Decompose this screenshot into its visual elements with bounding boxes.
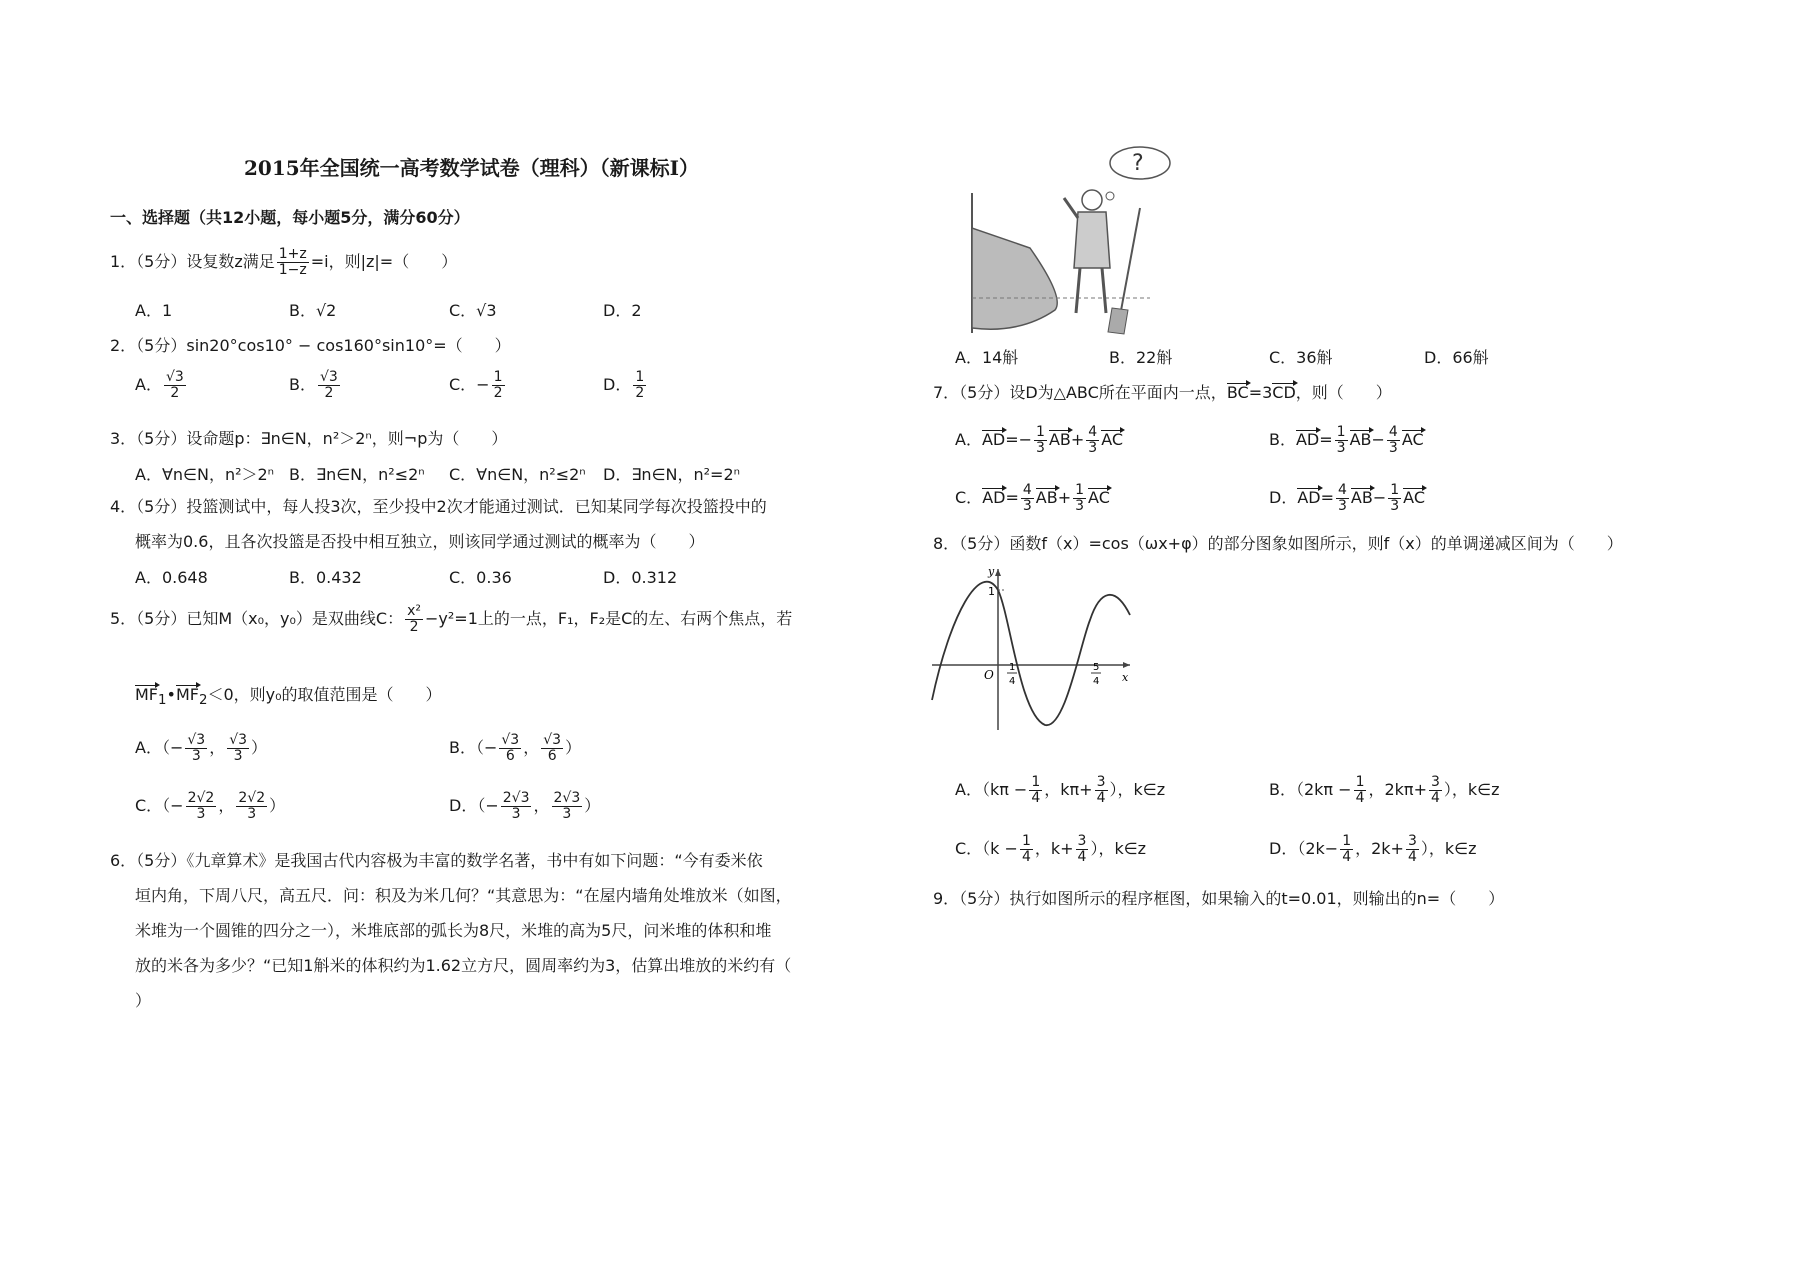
q6-option-b: B．22斛 xyxy=(1109,348,1173,367)
q5-c-mid: ， xyxy=(218,796,235,815)
q8-d2-den: 4 xyxy=(1407,849,1417,865)
q8-b2-den: 4 xyxy=(1430,790,1440,806)
q8-c-frac2 xyxy=(1076,834,1089,865)
q7-a-c2d: 3 xyxy=(1088,440,1098,456)
q8-c2-num: 3 xyxy=(1077,833,1087,849)
q7-vector-cd: CD xyxy=(1272,383,1296,402)
q1-frac-num: 1+z xyxy=(278,246,307,262)
q8-b1-den: 4 xyxy=(1355,790,1365,806)
q7-b-c2d: 3 xyxy=(1388,440,1398,456)
q8-b-pre: B．（2kπ − xyxy=(1269,780,1352,799)
q7-d-c1n: 4 xyxy=(1338,482,1347,498)
q1-option-d: D．2 xyxy=(603,301,642,320)
question-6-line-4: 放的米各为多少？“已知1斛米的体积约为1.62立方尺，圆周率约为3，估算出堆放的米约有（ xyxy=(135,956,792,975)
question-3: 3．（5分）设命题p：∃n∈N，n²＞2ⁿ，则¬p为（ ） xyxy=(110,429,508,448)
q2-d-num: 1 xyxy=(635,369,645,385)
q2-option-b xyxy=(289,370,342,401)
q5-b-pre: B．（− xyxy=(449,738,498,757)
q5-text-a: 5．（5分）已知M（x₀，y₀）是双曲线C： xyxy=(110,609,404,628)
q8-a2-num: 3 xyxy=(1096,774,1106,790)
q8-a1-den: 4 xyxy=(1031,790,1041,806)
q5-b2-num: √3 xyxy=(543,732,562,748)
q2-a-num: √3 xyxy=(165,369,184,385)
q7-a-ab: AB xyxy=(1048,430,1071,449)
q7-b-frac1 xyxy=(1335,425,1348,456)
q7-option-b xyxy=(1269,425,1424,456)
q2-a-pre: A． xyxy=(135,375,162,394)
q5-c-pre: C．（− xyxy=(135,796,184,815)
q5-vector-mf2-sub: 2 xyxy=(198,693,208,709)
q8-b-frac2 xyxy=(1429,775,1442,806)
rice-pile-figure xyxy=(960,138,1180,338)
q5-a-mid: ， xyxy=(209,738,226,757)
q5-vector-mf1-sub: 1 xyxy=(158,693,167,709)
y-axis-label: y xyxy=(988,565,995,578)
y-tick-label: 1 xyxy=(988,585,995,598)
q2-option-a xyxy=(135,370,188,401)
q7-a-pre: A． xyxy=(955,430,982,449)
q5-d-mid: ， xyxy=(533,796,550,815)
q5-c1-num: 2√2 xyxy=(187,790,215,806)
q3-option-b: B．∃n∈N，n²≤2ⁿ xyxy=(289,465,425,484)
q5-c-post: ） xyxy=(269,796,286,815)
q7-c-ad: AD xyxy=(982,488,1006,507)
q7-a-frac2 xyxy=(1086,425,1099,456)
q1-option-b: B．√2 xyxy=(289,301,337,320)
q7-d-pre: D． xyxy=(1269,488,1298,507)
q2-c-frac xyxy=(492,370,505,401)
q5-frac-den: 2 xyxy=(409,619,419,635)
q7-c-c1n: 4 xyxy=(1022,482,1032,498)
q7-d-ad: AD xyxy=(1297,488,1321,507)
q7-b-frac2 xyxy=(1387,425,1400,456)
q7-option-d xyxy=(1269,483,1425,514)
q2-a-den: 2 xyxy=(170,385,180,401)
q6-option-d: D．66斛 xyxy=(1424,348,1489,367)
q5-d2-den: 3 xyxy=(562,806,572,822)
q7-option-a xyxy=(955,425,1123,456)
q5-d-pre: D．（− xyxy=(449,796,499,815)
q7-a-ac: AC xyxy=(1101,430,1124,449)
question-4-line-2: 概率为0.6，且各次投篮是否投中相互独立，则该同学通过测试的概率为（ ） xyxy=(135,532,705,551)
q4-option-b: B．0.432 xyxy=(289,568,362,587)
x-axis-label: x xyxy=(1122,671,1129,684)
man-arm xyxy=(1064,198,1078,218)
q5-a-post: ） xyxy=(251,738,268,757)
q8-c-mid: ，k+ xyxy=(1034,839,1074,858)
q5-c2-den: 3 xyxy=(247,806,257,822)
man-body xyxy=(1074,212,1110,268)
q7-a-c1n: 1 xyxy=(1036,424,1045,440)
q8-a1-num: 1 xyxy=(1031,774,1041,790)
q7-b-c2n: 4 xyxy=(1388,424,1398,440)
x-tick-1-num: 1 xyxy=(1009,662,1016,673)
q7-option-c xyxy=(955,483,1110,514)
q5-a1-num: √3 xyxy=(187,732,206,748)
q8-option-d xyxy=(1269,834,1477,865)
x-tick-2-den: 4 xyxy=(1093,676,1100,687)
q7-c-pre: C． xyxy=(955,488,983,507)
q8-d-frac2 xyxy=(1406,834,1419,865)
q2-c-num: 1 xyxy=(493,369,503,385)
q7-b-c1n: 1 xyxy=(1336,424,1346,440)
q5-c-frac1 xyxy=(186,791,217,822)
q7-c-ab: AB xyxy=(1035,488,1058,507)
q8-c-frac1 xyxy=(1020,834,1033,865)
q8-a-post: ），k∈z xyxy=(1109,780,1166,799)
q8-b-frac1 xyxy=(1354,775,1367,806)
q7-a-c1d: 3 xyxy=(1036,440,1045,456)
q6-option-c: C．36斛 xyxy=(1269,348,1333,367)
q7-d-c2n: 1 xyxy=(1390,482,1400,498)
shovel-handle xyxy=(1120,208,1140,316)
q5-dot: • xyxy=(166,685,176,704)
q8-c1-den: 4 xyxy=(1021,849,1031,865)
q7-b-pre: B． xyxy=(1269,430,1296,449)
man-leg-left xyxy=(1076,268,1080,313)
q2-option-d xyxy=(603,370,648,401)
q7-b-ad: AD xyxy=(1295,430,1320,449)
q2-c-den: 2 xyxy=(493,385,503,401)
q7-eq: =3 xyxy=(1248,383,1273,402)
q5-text-c: ＜0，则y₀的取值范围是（ ） xyxy=(207,685,442,704)
q7-c-frac1 xyxy=(1021,483,1034,514)
q8-a2-den: 4 xyxy=(1096,790,1106,806)
question-6-line-5: ） xyxy=(135,991,152,1010)
q5-d-frac2 xyxy=(552,791,583,822)
q5-c2-num: 2√2 xyxy=(238,790,266,806)
q5-d1-den: 3 xyxy=(511,806,521,822)
cosine-graph xyxy=(930,565,1140,735)
q7-text-b: ，则（ ） xyxy=(1295,383,1392,402)
q8-option-c xyxy=(955,834,1146,865)
q4-option-a: A．0.648 xyxy=(135,568,208,587)
q7-a-s2: + xyxy=(1070,430,1085,449)
q5-b-frac2 xyxy=(541,733,563,764)
q1-frac-den: 1−z xyxy=(278,262,307,278)
q8-b-post: ），k∈z xyxy=(1443,780,1500,799)
rice-pile xyxy=(972,228,1057,329)
q6-option-a: A．14斛 xyxy=(955,348,1019,367)
question-5-line-1 xyxy=(110,604,792,635)
question-8: 8．（5分）函数f（x）=cos（ωx+φ）的部分图象如图所示，则f（x）的单调递减区间为（ ） xyxy=(933,534,1623,553)
x-tick-2-num: 5 xyxy=(1093,662,1100,673)
q7-b-s1: = xyxy=(1319,430,1333,449)
q5-option-d xyxy=(449,791,600,822)
q5-b-frac1 xyxy=(499,733,521,764)
q2-a-frac xyxy=(164,370,186,401)
q5-d-frac1 xyxy=(501,791,532,822)
shovel-blade xyxy=(1108,308,1128,334)
q7-a-frac1 xyxy=(1034,425,1047,456)
question-2: 2．（5分）sin20°cos10° − cos160°sin10°=（ ） xyxy=(110,336,511,355)
question-9: 9．（5分）执行如图所示的程序框图，如果输入的t=0.01，则输出的n=（ ） xyxy=(933,889,1505,908)
question-4-line-1: 4．（5分）投篮测试中，每人投3次，至少投中2次才能通过测试．已知某同学每次投篮投中的 xyxy=(110,497,767,516)
question-1 xyxy=(110,247,457,278)
q5-fraction xyxy=(405,604,423,635)
q7-c-s2: + xyxy=(1057,488,1072,507)
q7-d-ac: AC xyxy=(1403,488,1426,507)
q7-a-c2n: 4 xyxy=(1088,424,1098,440)
q8-a-frac2 xyxy=(1095,775,1108,806)
q8-b2-num: 3 xyxy=(1430,774,1440,790)
q7-a-ad: AD xyxy=(981,430,1006,449)
q7-c-c1d: 3 xyxy=(1022,498,1032,514)
q5-a2-den: 3 xyxy=(233,748,243,764)
man-leg-right xyxy=(1102,268,1106,313)
q7-d-frac1 xyxy=(1336,483,1349,514)
q5-b2-den: 6 xyxy=(547,748,557,764)
x-axis-arrow xyxy=(1123,662,1130,668)
q2-c-pre: C．− xyxy=(449,375,490,394)
origin-label: O xyxy=(984,668,994,682)
q8-d-mid: ，2k+ xyxy=(1355,839,1404,858)
q7-c-s1: = xyxy=(1005,488,1019,507)
q8-a-pre: A．（kπ − xyxy=(955,780,1028,799)
q8-d1-num: 1 xyxy=(1342,833,1352,849)
q5-vector-mf1: MF xyxy=(135,685,159,704)
q5-text-b: −y²=1上的一点，F₁，F₂是C的左、右两个焦点，若 xyxy=(425,609,793,628)
q7-c-c2n: 1 xyxy=(1075,482,1085,498)
bubble-dot xyxy=(1106,192,1114,200)
q7-c-frac2 xyxy=(1073,483,1086,514)
q8-b-mid: ，2kπ+ xyxy=(1368,780,1427,799)
q5-option-c xyxy=(135,791,285,822)
x-tick-1-den: 4 xyxy=(1009,676,1016,687)
q8-d-frac1 xyxy=(1340,834,1353,865)
q4-option-d: D．0.312 xyxy=(603,568,678,587)
q5-b-mid: ， xyxy=(523,738,540,757)
q1-text-b: =i，则|z|=（ ） xyxy=(310,252,458,271)
q4-option-c: C．0.36 xyxy=(449,568,512,587)
q8-c-pre: C．（k − xyxy=(955,839,1018,858)
q7-b-ab: AB xyxy=(1349,430,1372,449)
q3-option-d: D．∃n∈N，n²=2ⁿ xyxy=(603,465,740,484)
q8-d1-den: 4 xyxy=(1342,849,1352,865)
q5-b1-den: 6 xyxy=(505,748,515,764)
q7-b-c1d: 3 xyxy=(1336,440,1346,456)
q5-a-pre: A．（− xyxy=(135,738,184,757)
q2-b-pre: B． xyxy=(289,375,316,394)
q8-d-pre: D．（2k− xyxy=(1269,839,1339,858)
q5-frac-num: x² xyxy=(407,603,422,619)
q1-option-a: A．1 xyxy=(135,301,173,320)
section-heading: 一、选择题（共12小题，每小题5分，满分60分） xyxy=(110,208,470,227)
q1-fraction xyxy=(277,247,309,278)
q7-d-frac2 xyxy=(1388,483,1401,514)
q5-c-frac2 xyxy=(236,791,267,822)
q8-c1-num: 1 xyxy=(1021,833,1031,849)
q8-a-frac1 xyxy=(1029,775,1042,806)
q7-a-s1: =− xyxy=(1005,430,1033,449)
q5-c1-den: 3 xyxy=(196,806,206,822)
q5-a-frac1 xyxy=(185,733,207,764)
q2-d-pre: D． xyxy=(603,375,632,394)
question-6-line-1: 6．（5分）《九章算术》是我国古代内容极为丰富的数学名著，书中有如下问题：“今有委米依 xyxy=(110,851,763,870)
q8-d2-num: 3 xyxy=(1407,833,1417,849)
q2-b-num: √3 xyxy=(319,369,338,385)
q7-c-ac: AC xyxy=(1088,488,1110,507)
q7-b-s2: − xyxy=(1371,430,1385,449)
q7-d-s1: = xyxy=(1320,488,1334,507)
question-6-line-2: 垣内角，下周八尺，高五尺．问：积及为米几何？“其意思为：“在屋内墙角处堆放米（如图， xyxy=(135,886,792,905)
q7-vector-bc: BC xyxy=(1226,383,1249,402)
q2-d-den: 2 xyxy=(635,385,645,401)
q3-option-a: A．∀n∈N，n²＞2ⁿ xyxy=(135,465,275,484)
q8-d-post: ），k∈z xyxy=(1420,839,1477,858)
q1-option-c: C．√3 xyxy=(449,301,497,320)
man-head xyxy=(1082,190,1102,210)
q2-d-frac xyxy=(633,370,646,401)
q5-b-post: ） xyxy=(565,738,582,757)
q5-b1-num: √3 xyxy=(501,732,520,748)
q8-c2-den: 4 xyxy=(1077,849,1087,865)
question-6-line-3: 米堆为一个圆锥的四分之一），米堆底部的弧长为8尺，米堆的高为5尺，问米堆的体积和堆 xyxy=(135,921,772,940)
q5-d1-num: 2√3 xyxy=(502,790,530,806)
q3-option-c: C．∀n∈N，n²≤2ⁿ xyxy=(449,465,586,484)
q2-b-den: 2 xyxy=(324,385,334,401)
q5-a1-den: 3 xyxy=(191,748,201,764)
q8-a-mid: ，kπ+ xyxy=(1044,780,1093,799)
q5-d2-num: 2√3 xyxy=(553,790,581,806)
q7-d-s2: − xyxy=(1372,488,1387,507)
q5-d-post: ） xyxy=(584,796,601,815)
q1-text-a: 1．（5分）设复数z满足 xyxy=(110,252,275,271)
q7-c-c2d: 3 xyxy=(1075,498,1085,514)
q7-d-ab: AB xyxy=(1350,488,1373,507)
q2-b-frac xyxy=(318,370,340,401)
q8-option-a xyxy=(955,775,1165,806)
question-7 xyxy=(933,380,1392,403)
cosine-curve xyxy=(932,582,1130,725)
q5-a-frac2 xyxy=(227,733,249,764)
question-5-line-2 xyxy=(135,682,442,708)
q5-option-b xyxy=(449,733,581,764)
question-mark-icon: ? xyxy=(1132,151,1144,176)
q8-c-post: ），k∈z xyxy=(1090,839,1147,858)
q8-b1-num: 1 xyxy=(1355,774,1365,790)
q7-b-ac: AC xyxy=(1401,430,1424,449)
q5-vector-mf2: MF xyxy=(175,685,199,704)
q8-option-b xyxy=(1269,775,1500,806)
q7-d-c1d: 3 xyxy=(1338,498,1347,514)
q7-text-a: 7．（5分）设D为△ABC所在平面内一点， xyxy=(933,383,1227,402)
page-title: 2015年全国统一高考数学试卷（理科）（新课标I） xyxy=(244,156,700,180)
q5-option-a xyxy=(135,733,267,764)
q2-option-c xyxy=(449,370,507,401)
y-axis-arrow xyxy=(995,569,1001,576)
q7-d-c2d: 3 xyxy=(1390,498,1400,514)
q5-a2-num: √3 xyxy=(229,732,248,748)
